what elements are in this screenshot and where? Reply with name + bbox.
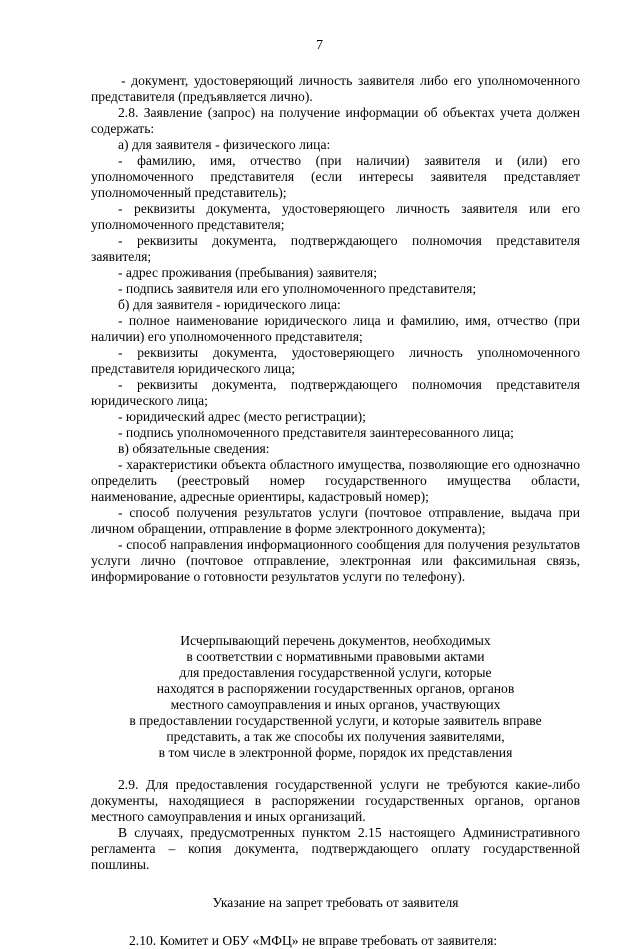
paragraph: - подпись заявителя или его уполномоченного представителя; [118, 281, 477, 296]
section-heading [91, 633, 580, 761]
heading-line: Исчерпывающий перечень документов, необходимых [180, 633, 491, 648]
paragraph: - юридический адрес (место регистрации); [118, 409, 366, 424]
paragraph: 2.10. Комитет и ОБУ «МФЦ» не вправе требовать от заявителя: [129, 933, 498, 948]
document-body [91, 73, 580, 949]
paragraph: - реквизиты документа, удостоверяющего личность уполномоченного представителя юридического лица; [91, 345, 580, 376]
heading-line: в предоставлении государственной услуги, и которые заявитель вправе [129, 713, 542, 728]
paragraph: в) обязательные сведения: [118, 441, 270, 456]
heading-line: местного самоуправления и иных органов, участвующих [170, 697, 501, 712]
page-number: 7 [316, 38, 323, 53]
paragraph: - характеристики объекта областного имущества, позволяющие его однозначно определить (реестровый номер государственного имущества области, наименование, адресные ориентиры, кадастровый номер); [91, 457, 580, 504]
paragraph: 2.9. Для предоставления государственной услуги не требуются какие-либо документы, находящиеся в распоряжении государственных органов, органов местного самоуправления и иных организаций. [91, 777, 580, 824]
paragraph: 2.8. Заявление (запрос) на получение информации об объектах учета должен содержать: [91, 105, 580, 136]
paragraph: б) для заявителя - юридического лица: [118, 297, 341, 312]
heading-line: в соответствии с нормативными правовыми актами [186, 649, 485, 664]
paragraph: - фамилию, имя, отчество (при наличии) заявителя и (или) его уполномоченного представителя (если интересы заявителя представляет уполномоченный представитель); [91, 153, 580, 200]
paragraph: - способ получения результатов услуги (почтовое отправление, выдача при личном обращении, отправление в форме электронного документа); [91, 505, 580, 536]
paragraph: а) для заявителя - физического лица: [118, 137, 331, 152]
heading-line: представить, а так же способы их получения заявителями, [166, 729, 505, 744]
paragraph: - полное наименование юридического лица и фамилию, имя, отчество (при наличии) его уполномоченного представителя; [91, 313, 580, 344]
heading-line: для предоставления государственной услуги, которые [179, 665, 492, 680]
paragraph: - реквизиты документа, подтверждающего полномочия представителя юридического лица; [91, 377, 580, 408]
heading-line: в том числе в электронной форме, порядок их представления [158, 745, 513, 760]
heading-line: находятся в распоряжении государственных органов, органов [156, 681, 515, 696]
section-heading: Указание на запрет требовать от заявителя [212, 895, 459, 910]
paragraph: - документ, удостоверяющий личность заявителя либо его уполномоченного представителя (предъявляется лично). [91, 73, 580, 104]
paragraph: - реквизиты документа, удостоверяющего личность заявителя или его уполномоченного представителя; [91, 201, 580, 232]
paragraph: - реквизиты документа, подтверждающего полномочия представителя заявителя; [91, 233, 580, 264]
paragraph: - адрес проживания (пребывания) заявителя; [118, 265, 377, 280]
paragraph: В случаях, предусмотренных пунктом 2.15 настоящего Административного регламента – копия документа, подтверждающего оплату государственной пошлины. [91, 825, 580, 872]
paragraph: - подпись уполномоченного представителя заинтересованного лица; [118, 425, 514, 440]
paragraph: - способ направления информационного сообщения для получения результатов услуги лично (почтовое отправление, электронная или факсимильная связь, информирование о готовности результатов услуги по телефону). [91, 537, 580, 584]
